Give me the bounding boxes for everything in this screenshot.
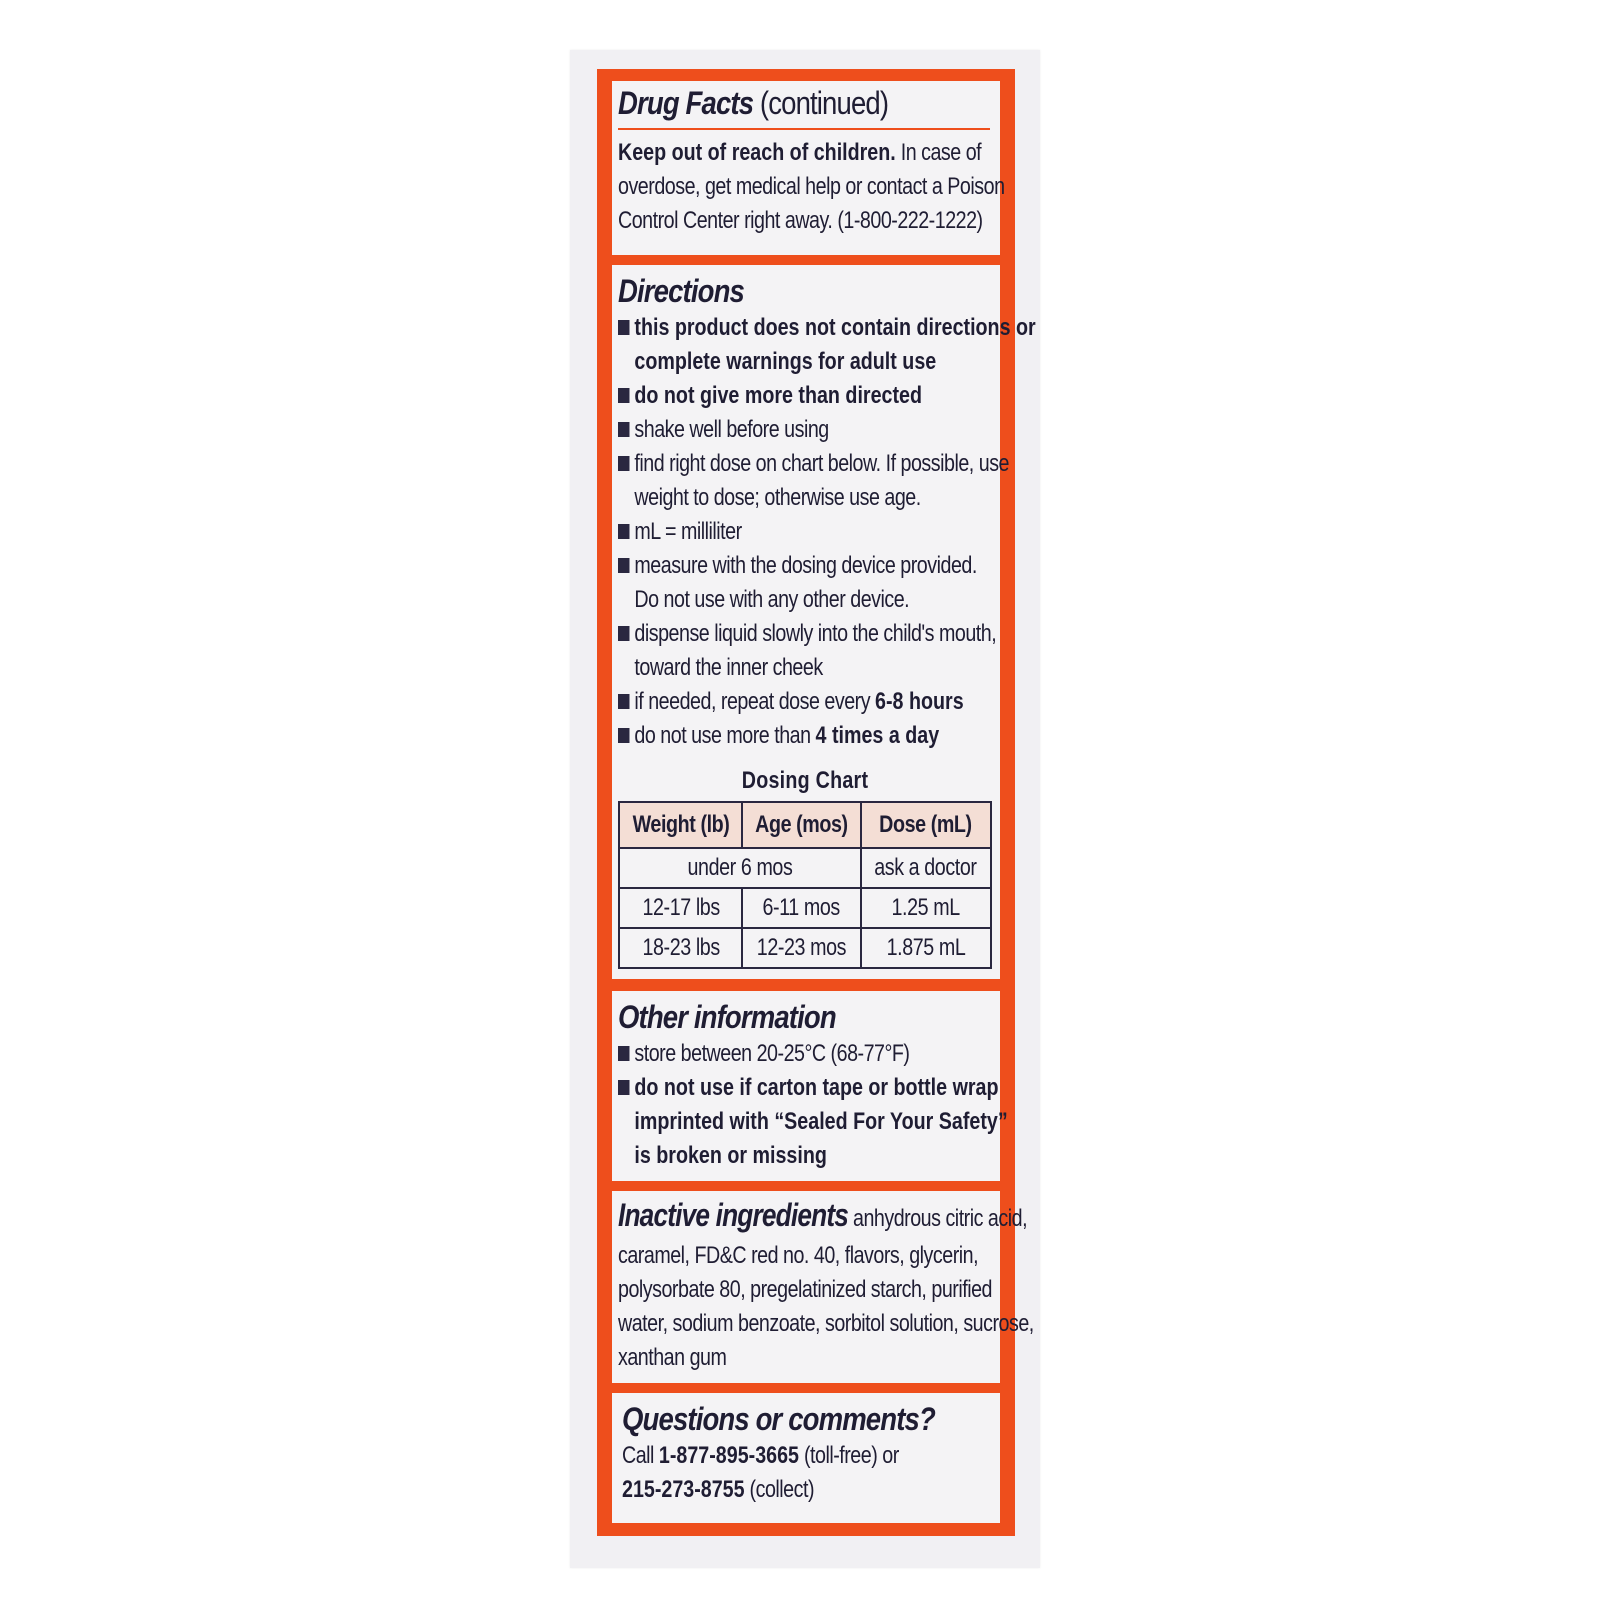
list-item: this product does not contain directions or complete warnings for adult use bbox=[618, 311, 992, 379]
inactive-line2: caramel, FD&C red no. 40, flavors, glycerin, bbox=[618, 1242, 979, 1269]
inactive-line4: water, sodium benzoate, sorbitol solution, sucrose, bbox=[618, 1310, 1034, 1337]
list-item: do not use if carton tape or bottle wrap imprinted with “Sealed For Your Safety” is broken or missing bbox=[618, 1071, 992, 1173]
list-item: shake well before using bbox=[618, 413, 992, 447]
cell-ask-doctor: ask a doctor bbox=[861, 848, 991, 888]
bullet-square-icon bbox=[618, 456, 629, 471]
drug-facts-frame bbox=[597, 69, 1036, 1536]
dosing-chart-title: Dosing Chart bbox=[741, 767, 869, 794]
drug-facts-header-panel bbox=[612, 81, 1005, 255]
drug-facts-title: Drug Facts bbox=[618, 85, 754, 121]
table-header-row bbox=[619, 802, 991, 848]
drug-facts-heading bbox=[618, 85, 990, 130]
collect-number: 215-273-8755 bbox=[622, 1476, 745, 1503]
bullet-square-icon bbox=[618, 320, 629, 335]
table-cell: 12-17 lbs bbox=[619, 888, 742, 928]
questions-panel: Questions or comments? Call 1-877-895-3665 (toll-free) or 215-273-8755 (collect) bbox=[612, 1393, 1000, 1523]
bullet-square-icon bbox=[618, 1046, 629, 1061]
bullet-square-icon bbox=[618, 558, 629, 573]
directions-panel bbox=[612, 265, 1036, 979]
list-item: mL = milliliter bbox=[618, 515, 992, 549]
list-item: find right dose on chart below. If possible, use weight to dose; otherwise use age. bbox=[618, 447, 992, 515]
dosing-chart-table bbox=[618, 801, 992, 969]
header-dose: Dose (mL) bbox=[861, 802, 991, 848]
directions-list-wrap bbox=[618, 311, 1036, 753]
inactive-line5: xanthan gum bbox=[618, 1344, 727, 1371]
keep-out-line1: In case of bbox=[895, 139, 982, 166]
other-info-list bbox=[618, 1037, 1008, 1173]
table-cell: 18-23 lbs bbox=[619, 928, 742, 968]
bullet-square-icon bbox=[618, 1080, 629, 1095]
header-age: Age (mos) bbox=[742, 802, 860, 848]
questions-title: Questions or comments? bbox=[622, 1401, 935, 1437]
directions-list bbox=[618, 311, 1036, 753]
table-cell: 12-23 mos bbox=[742, 928, 860, 968]
drug-facts-continued: (continued) bbox=[759, 85, 889, 121]
other-information-panel bbox=[612, 991, 1008, 1181]
directions-title: Directions bbox=[618, 273, 744, 309]
bullet-square-icon bbox=[618, 728, 629, 743]
inactive-line3: polysorbate 80, pregelatinized starch, purified bbox=[618, 1276, 992, 1303]
bullet-square-icon bbox=[618, 388, 629, 403]
other-information-title: Other information bbox=[618, 999, 836, 1035]
list-item: store between 20-25°C (68-77°F) bbox=[618, 1037, 992, 1071]
table-row bbox=[619, 848, 991, 888]
list-item: if needed, repeat dose every 6-8 hours bbox=[618, 685, 992, 719]
inactive-ingredients-title: Inactive ingredients bbox=[618, 1197, 849, 1233]
header-weight: Weight (lb) bbox=[619, 802, 742, 848]
bullet-square-icon bbox=[618, 694, 629, 709]
list-item: dispense liquid slowly into the child's mouth, toward the inner cheek bbox=[618, 617, 992, 685]
bullet-square-icon bbox=[618, 626, 629, 641]
list-item: measure with the dosing device provided. Do not use with any other device. bbox=[618, 549, 992, 617]
list-item: do not give more than directed bbox=[618, 379, 992, 413]
table-cell: 6-11 mos bbox=[742, 888, 860, 928]
keep-out-line2: overdose, get medical help or contact a Poison bbox=[618, 173, 1005, 200]
keep-out-line3: Control Center right away. (1-800-222-1222) bbox=[618, 207, 983, 234]
inactive-ingredients-panel bbox=[612, 1191, 1034, 1383]
cell-under-6: under 6 mos bbox=[619, 848, 861, 888]
bullet-square-icon bbox=[618, 422, 629, 437]
bullet-square-icon bbox=[618, 524, 629, 539]
table-cell: 1.875 mL bbox=[861, 928, 991, 968]
table-row bbox=[619, 928, 991, 968]
list-item: do not use more than 4 times a day bbox=[618, 719, 992, 753]
inactive-line1: anhydrous citric acid, bbox=[848, 1205, 1028, 1232]
keep-out-text bbox=[618, 136, 1005, 238]
table-cell: 1.25 mL bbox=[861, 888, 991, 928]
tollfree-number: 1-877-895-3665 bbox=[658, 1442, 799, 1469]
keep-out-bold: Keep out of reach of children. bbox=[618, 139, 896, 166]
table-row bbox=[619, 888, 991, 928]
